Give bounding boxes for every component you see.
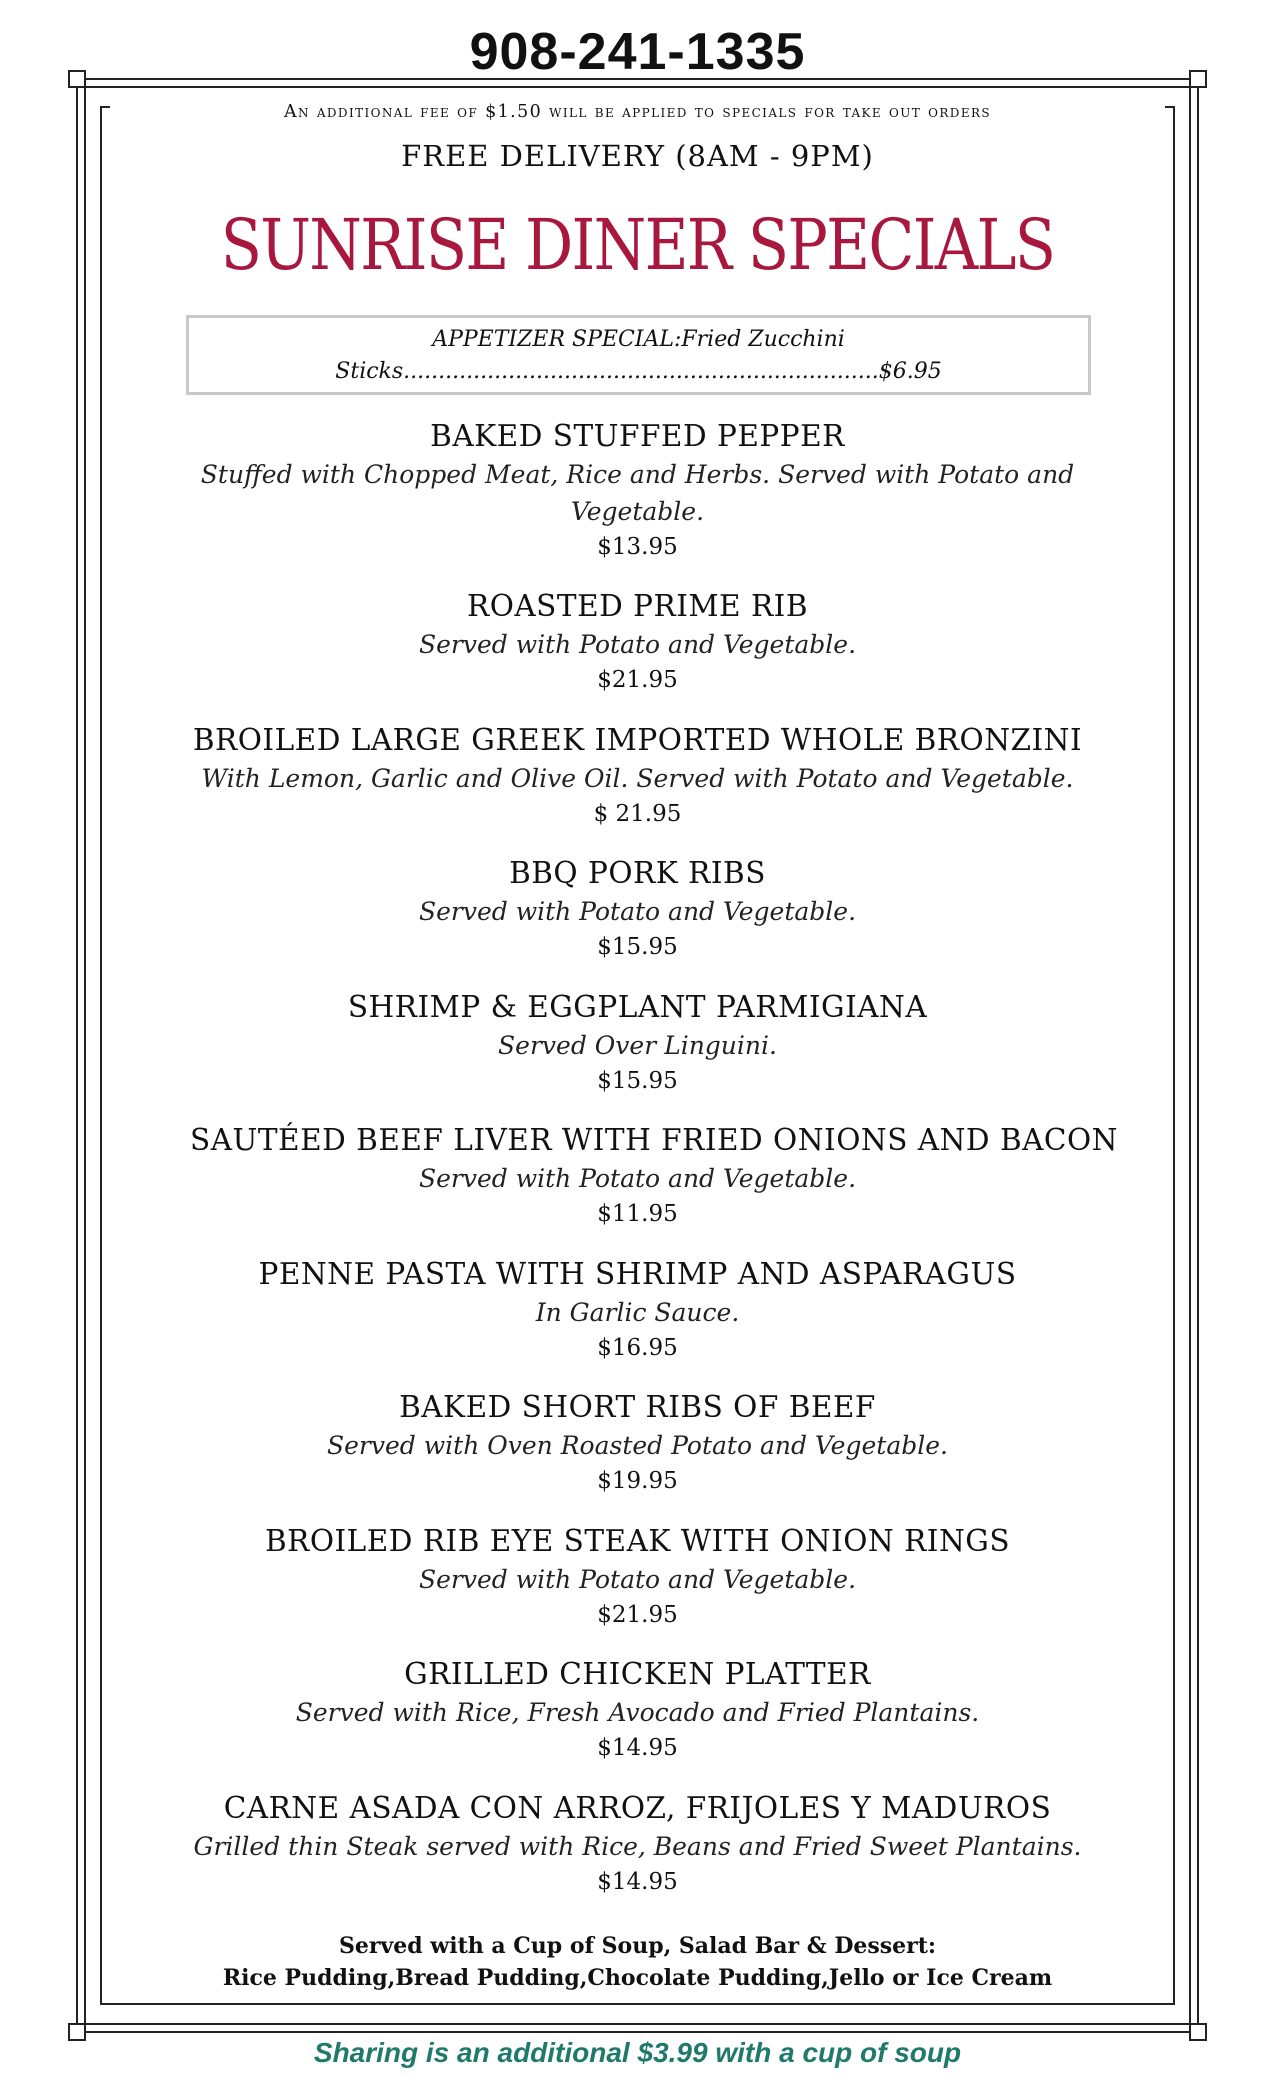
menu-item-name: SHRIMP & EGGPLANT PARMIGIANA	[347, 989, 928, 1024]
menu-item-price: $13.95	[597, 534, 678, 560]
menu-item	[190, 720, 1085, 854]
menu-item	[190, 1254, 1085, 1388]
menu-item-price: $15.95	[597, 934, 678, 960]
menu-item-description: Grilled thin Steak served with Rice, Beans and Fried Sweet Plantains.	[193, 1831, 1082, 1861]
menu-item	[190, 853, 1085, 987]
menu-item-name: BROILED RIB EYE STEAK WITH ONION RINGS	[264, 1523, 1011, 1558]
menu-item	[190, 1788, 1085, 1922]
menu-item-description: With Lemon, Garlic and Olive Oil. Served with Potato and Vegetable.	[201, 763, 1074, 793]
appetizer-special-price-line: Sticks....................................................................$6.95	[335, 359, 942, 384]
menu-item-name: BROILED LARGE GREEK IMPORTED WHOLE BRONZINI	[192, 722, 1083, 757]
menu-item-description: Served with Potato and Vegetable.	[418, 1564, 857, 1594]
menu-item	[190, 1387, 1085, 1521]
menu-item	[190, 1654, 1085, 1788]
menu-item	[190, 416, 1085, 586]
menu-item-price: $16.95	[597, 1334, 678, 1361]
menu-item-name: CARNE ASADA CON ARROZ, FRIJOLES Y MADUROS	[223, 1790, 1052, 1825]
sharing-fee-note: Sharing is an additional $3.99 with a cup of soup	[313, 2037, 962, 2068]
frame-corner-ornament	[1189, 70, 1207, 88]
menu-item-name: GRILLED CHICKEN PLATTER	[404, 1657, 871, 1691]
menu-item-description: Served with Potato and Vegetable.	[418, 897, 857, 926]
menu-item-name: ROASTED PRIME RIB	[466, 589, 809, 623]
menu-item-price: $ 21.95	[593, 800, 682, 827]
menu-item-price: $21.95	[597, 667, 678, 693]
takeout-fee-notice: An additional fee of $1.50 will be applied to specials for take out orders	[110, 100, 1165, 124]
menu-item-price: $19.95	[597, 1468, 678, 1494]
menu-item	[190, 987, 1085, 1121]
menu-item-price: $14.95	[597, 1868, 678, 1895]
menu-item-price: $14.95	[597, 1735, 678, 1761]
menu-item	[190, 1120, 1118, 1254]
menu-item-price: $15.95	[597, 1067, 678, 1094]
phone-number: 908-241-1335	[469, 23, 806, 81]
menu-item-name: BBQ PORK RIBS	[509, 856, 766, 890]
dessert-options-line: Rice Pudding,Bread Pudding,Chocolate Pudding,Jello or Ice Cream	[222, 1965, 1053, 1991]
menu-item-description: Stuffed with Chopped Meat, Rice and Herbs. Served with Potato and Vegetable.	[200, 460, 1075, 526]
menu-item-description: Served with Potato and Vegetable.	[418, 630, 857, 659]
menu-item-name: BAKED STUFFED PEPPER	[430, 419, 845, 453]
appetizer-special-box	[186, 315, 1091, 395]
menu-item	[190, 586, 1085, 720]
menu-item-name: PENNE PASTA WITH SHRIMP AND ASPARAGUS	[258, 1256, 1017, 1291]
frame-corner-ornament	[68, 70, 86, 88]
menu-item	[190, 1521, 1085, 1655]
menu-item-description: Served Over Linguini.	[498, 1030, 777, 1060]
menu-item-description: Served with Rice, Fresh Avocado and Fried Plantains.	[295, 1698, 980, 1727]
menu-item-name: BAKED SHORT RIBS OF BEEF	[399, 1390, 876, 1424]
delivery-hours: FREE DELIVERY (8AM - 9PM)	[401, 139, 874, 173]
served-with-line: Served with a Cup of Soup, Salad Bar & Dessert:	[338, 1933, 937, 1959]
appetizer-special-label: APPETIZER SPECIAL:Fried Zucchini	[432, 327, 845, 352]
specials-list	[190, 416, 1118, 1921]
menu-item-description: Served with Potato and Vegetable.	[418, 1164, 857, 1193]
menu-item-description: Served with Oven Roasted Potato and Vegetable.	[327, 1431, 948, 1460]
served-with-note	[0, 1930, 1275, 1994]
menu-title: SUNRISE DINER SPECIALS	[220, 204, 1055, 286]
menu-item-price: $11.95	[597, 1201, 678, 1227]
menu-item-name: SAUTÉED BEEF LIVER WITH FRIED ONIONS AND BACON	[190, 1123, 1118, 1157]
menu-item-price: $21.95	[597, 1601, 678, 1628]
menu-item-description: In Garlic Sauce.	[535, 1297, 740, 1327]
